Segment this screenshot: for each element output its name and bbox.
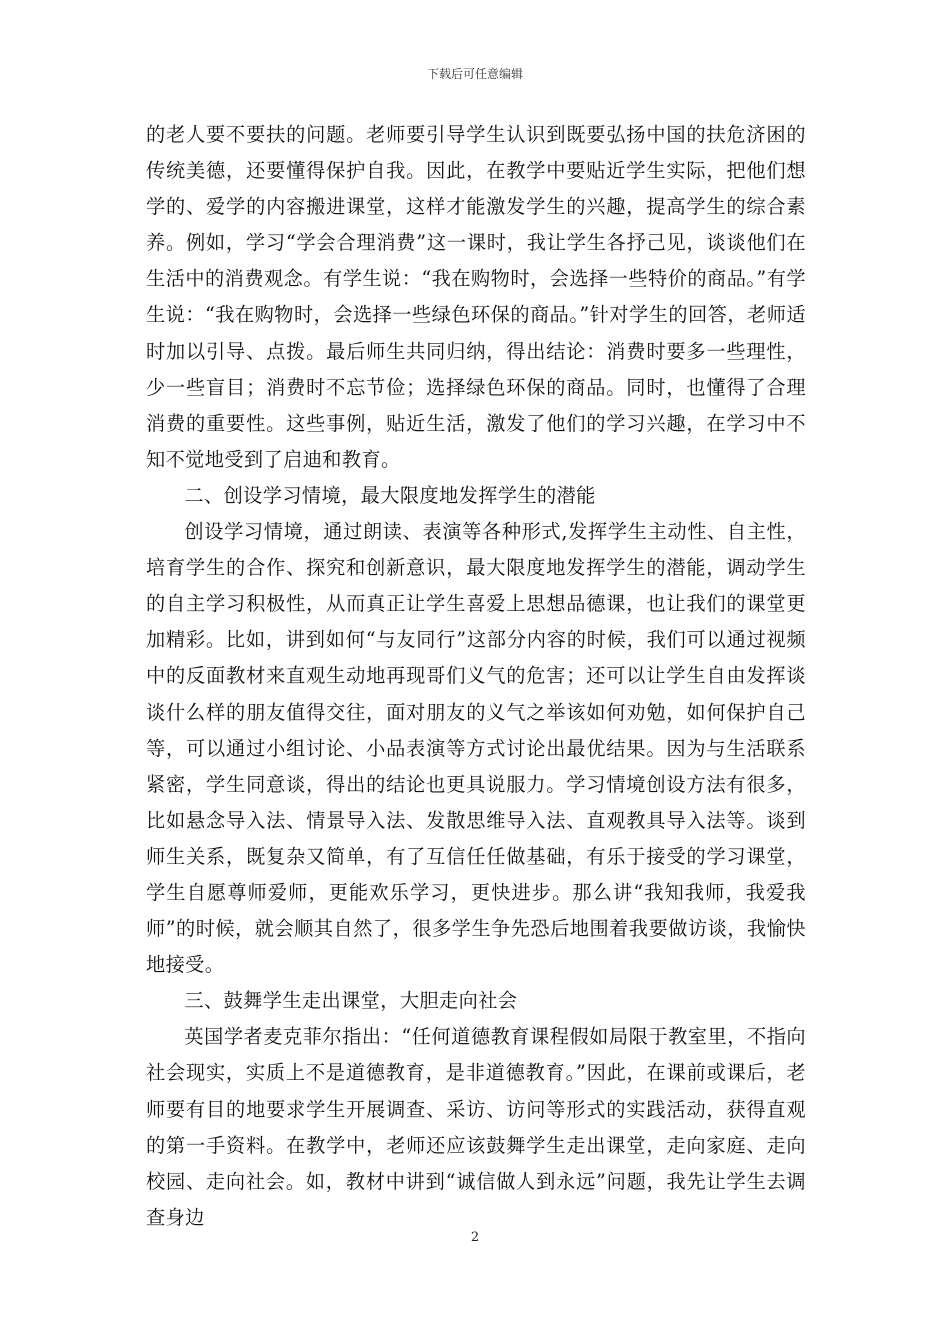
document-body <box>146 117 806 1236</box>
section-heading-2: 二、创设学习情境，最大限度地发挥学生的潜能 <box>184 483 596 507</box>
page-header: 下载后可任意编辑 <box>426 67 523 81</box>
section-heading-3: 三、鼓舞学生走出课堂，大胆走向社会 <box>184 989 518 1013</box>
paragraph-beyond-classroom: 英国学者麦克菲尔指出：“任何道德教育课程假如局限于教室里，不指向社会现实，实质上不是道德教育，是非道德教育。”因此，在课前或课后，老师要有目的地要求学生开展调查、采访、访问等形式的实践活动，获得直观的第一手资料。在教学中，老师还应该鼓舞学生走出课堂，走向家庭、走向校园、走向社会。如，教材中讲到“诚信做人到永远”问题，我先让学生去调查身边 <box>146 1025 806 1229</box>
paragraph-continuation: 的老人要不要扶的问题。老师要引导学生认识到既要弘扬中国的扶危济困的传统美德，还要懂得保护自我。因此，在教学中要贴近学生实际，把他们想学的、爱学的内容搬进课堂，这样才能激发学生的兴趣，提高学生的综合素养。例如，学习“学会合理消费”这一课时，我让学生各抒己见，谈谈他们在生活中的消费观念。有学生说：“我在购物时，会选择一些特价的商品。”有学生说：“我在购物时，会选择一些绿色环保的商品。”针对学生的回答，老师适时加以引导、点拨。最后师生共同归纳，得出结论：消费时要多一些理性，少一些盲目；消费时不忘节俭；选择绿色环保的商品。同时，也懂得了合理消费的重要性。这些事例，贴近生活，激发了他们的学习兴趣，在学习中不知不觉地受到了启迪和教育。 <box>146 123 806 471</box>
page-number: 2 <box>470 1230 480 1245</box>
paragraph-learning-context: 创设学习情境，通过朗读、表演等各种形式,发挥学生主动性、自主性，培育学生的合作、探究和创新意识，最大限度地发挥学生的潜能，调动学生的自主学习积极性，从而真正让学生喜爱上思想品德课，也让我们的课堂更加精彩。比如，讲到如何“与友同行”这部分内容的时候，我们可以通过视频中的反面教材来直观生动地再现哥们义气的危害；还可以让学生自由发挥谈谈什么样的朋友值得交往，面对朋友的义气之举该如何劝勉，如何保护自己等，可以通过小组讨论、小品表演等方式讨论出最优结果。因为与生活联系紧密，学生同意谈，得出的结论也更具说服力。学习情境创设方法有很多，比如悬念导入法、情景导入法、发散思维导入法、直观教具导入法等。谈到师生关系，既复杂又简单，有了互信任任做基础，有乐于接受的学习课堂，学生自愿尊师爱师，更能欢乐学习，更快进步。那么讲“我知我师，我爱我师”的时候，就会顺其自然了，很多学生争先恐后地围着我要做访谈，我愉快地接受。 <box>146 520 806 977</box>
